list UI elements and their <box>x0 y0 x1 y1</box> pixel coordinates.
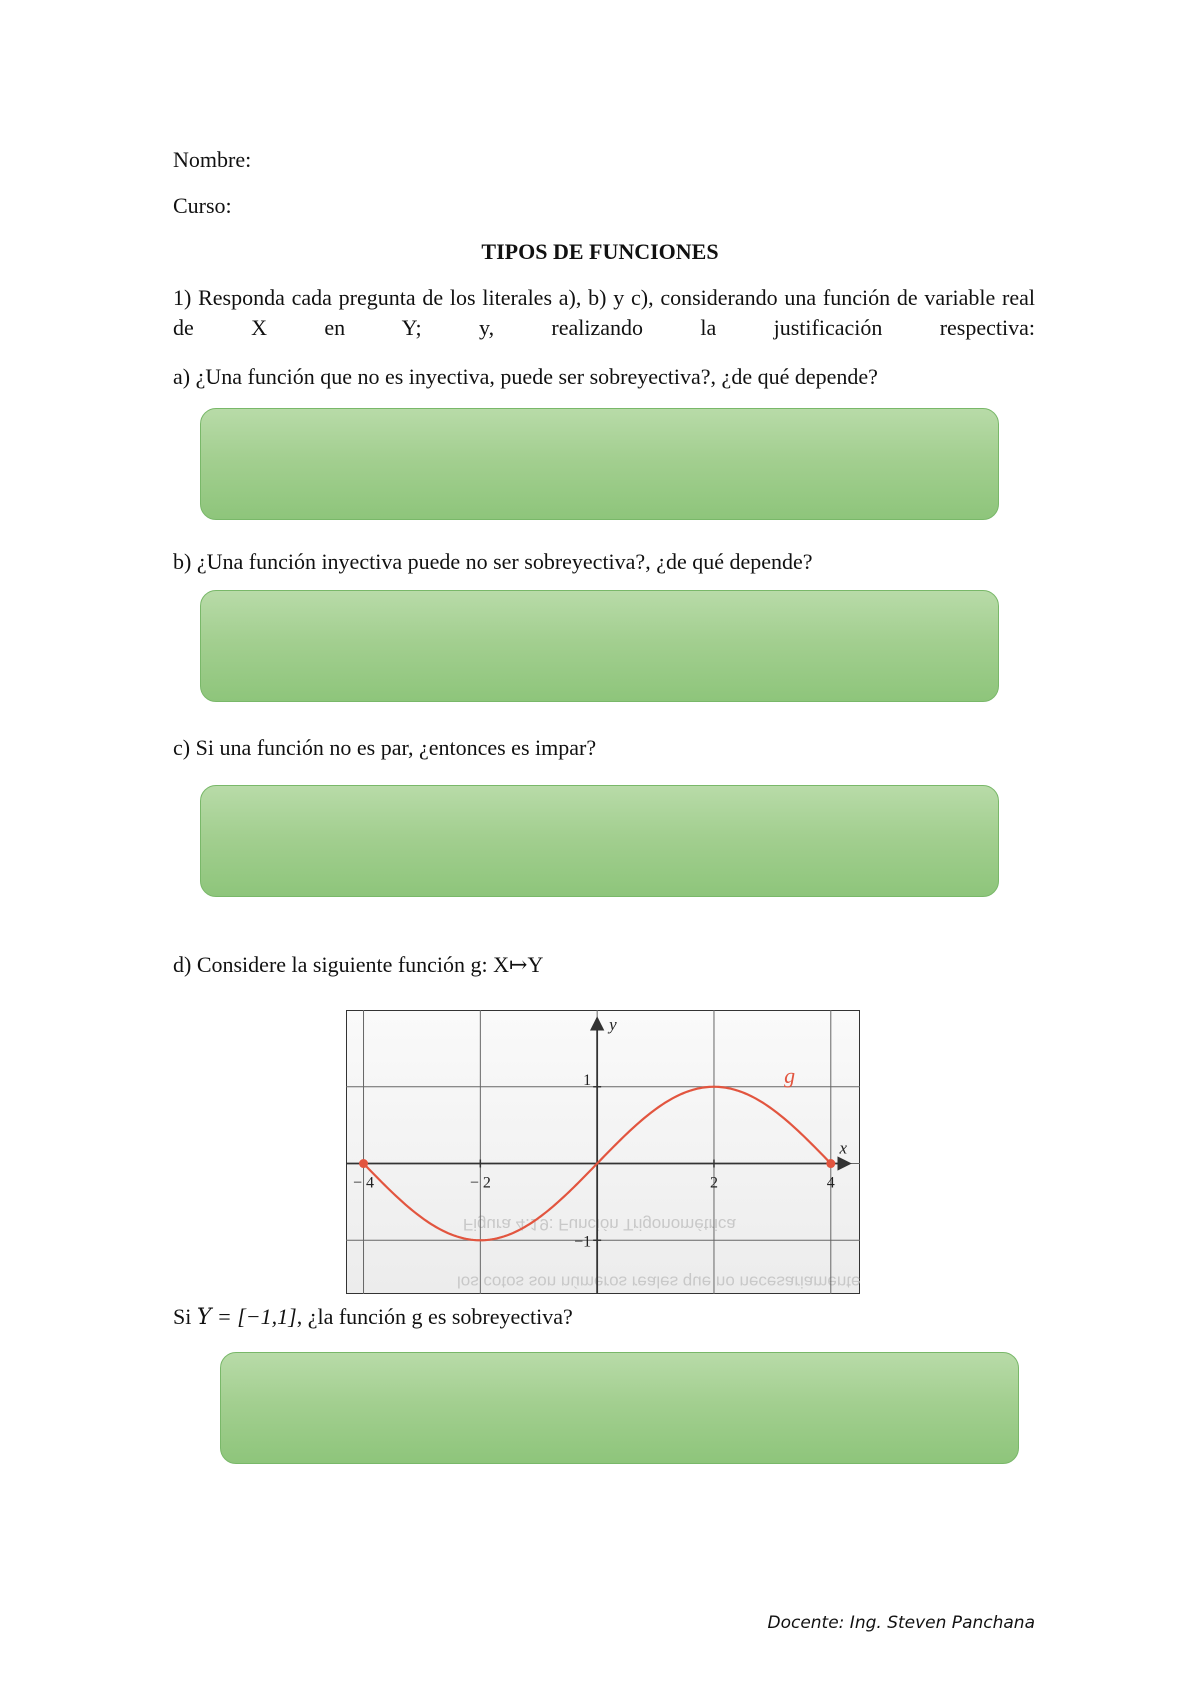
answer-box-d[interactable] <box>220 1352 1019 1464</box>
name-label: Nombre: <box>173 147 252 172</box>
followup-question <box>173 1302 573 1332</box>
chart-background <box>346 1010 860 1294</box>
ghost-body-line: los cotos son números reales que no necesariamente <box>456 1272 860 1292</box>
answer-box-c[interactable] <box>200 785 999 897</box>
footer-teacher: Docente: Ing. Steven Panchana <box>767 1613 1035 1633</box>
y-axis-label: y <box>609 1015 617 1034</box>
ghost-caption: Figura 4.19: Función Trigonométrica <box>462 1214 736 1234</box>
function-g-chart <box>346 1010 860 1294</box>
x-axis-label: x <box>839 1138 848 1158</box>
question-a: a) ¿Una función que no es inyectiva, puede ser sobreyectiva?, ¿de qué depende? <box>173 364 878 389</box>
question-d: d) Considere la siguiente función g: X↦Y <box>173 952 544 977</box>
question-c: c) Si una función no es par, ¿entonces es impar? <box>173 735 597 760</box>
endpoint-dot <box>359 1159 368 1168</box>
course-label: Curso: <box>173 193 232 218</box>
followup-suffix: , ¿la función g es sobreyectiva? <box>296 1304 573 1329</box>
followup-prefix: Si <box>173 1304 197 1329</box>
instruction-text: 1) Responda cada pregunta de los literales a), b) y c), considerando una función de variable real de X en Y; y, realizando la justificación respectiva: <box>173 285 1035 340</box>
endpoint-dot <box>826 1159 835 1168</box>
curve-label-g: g <box>784 1062 796 1088</box>
followup-math: 𝑌 = [−1,1] <box>196 1304 297 1329</box>
y-tick-label: −1 <box>574 1233 592 1251</box>
y-tick-label: 1 <box>583 1071 592 1089</box>
answer-box-b[interactable] <box>200 590 999 702</box>
x-tick-label: 4 <box>826 1174 835 1192</box>
question-b: b) ¿Una función inyectiva puede no ser sobreyectiva?, ¿de qué depende? <box>173 549 813 574</box>
x-tick-label: − 2 <box>469 1174 491 1192</box>
page-title: TIPOS DE FUNCIONES <box>481 239 719 264</box>
x-tick-label: 2 <box>709 1174 718 1192</box>
answer-box-a[interactable] <box>200 408 999 520</box>
x-tick-label: − 4 <box>353 1174 375 1192</box>
